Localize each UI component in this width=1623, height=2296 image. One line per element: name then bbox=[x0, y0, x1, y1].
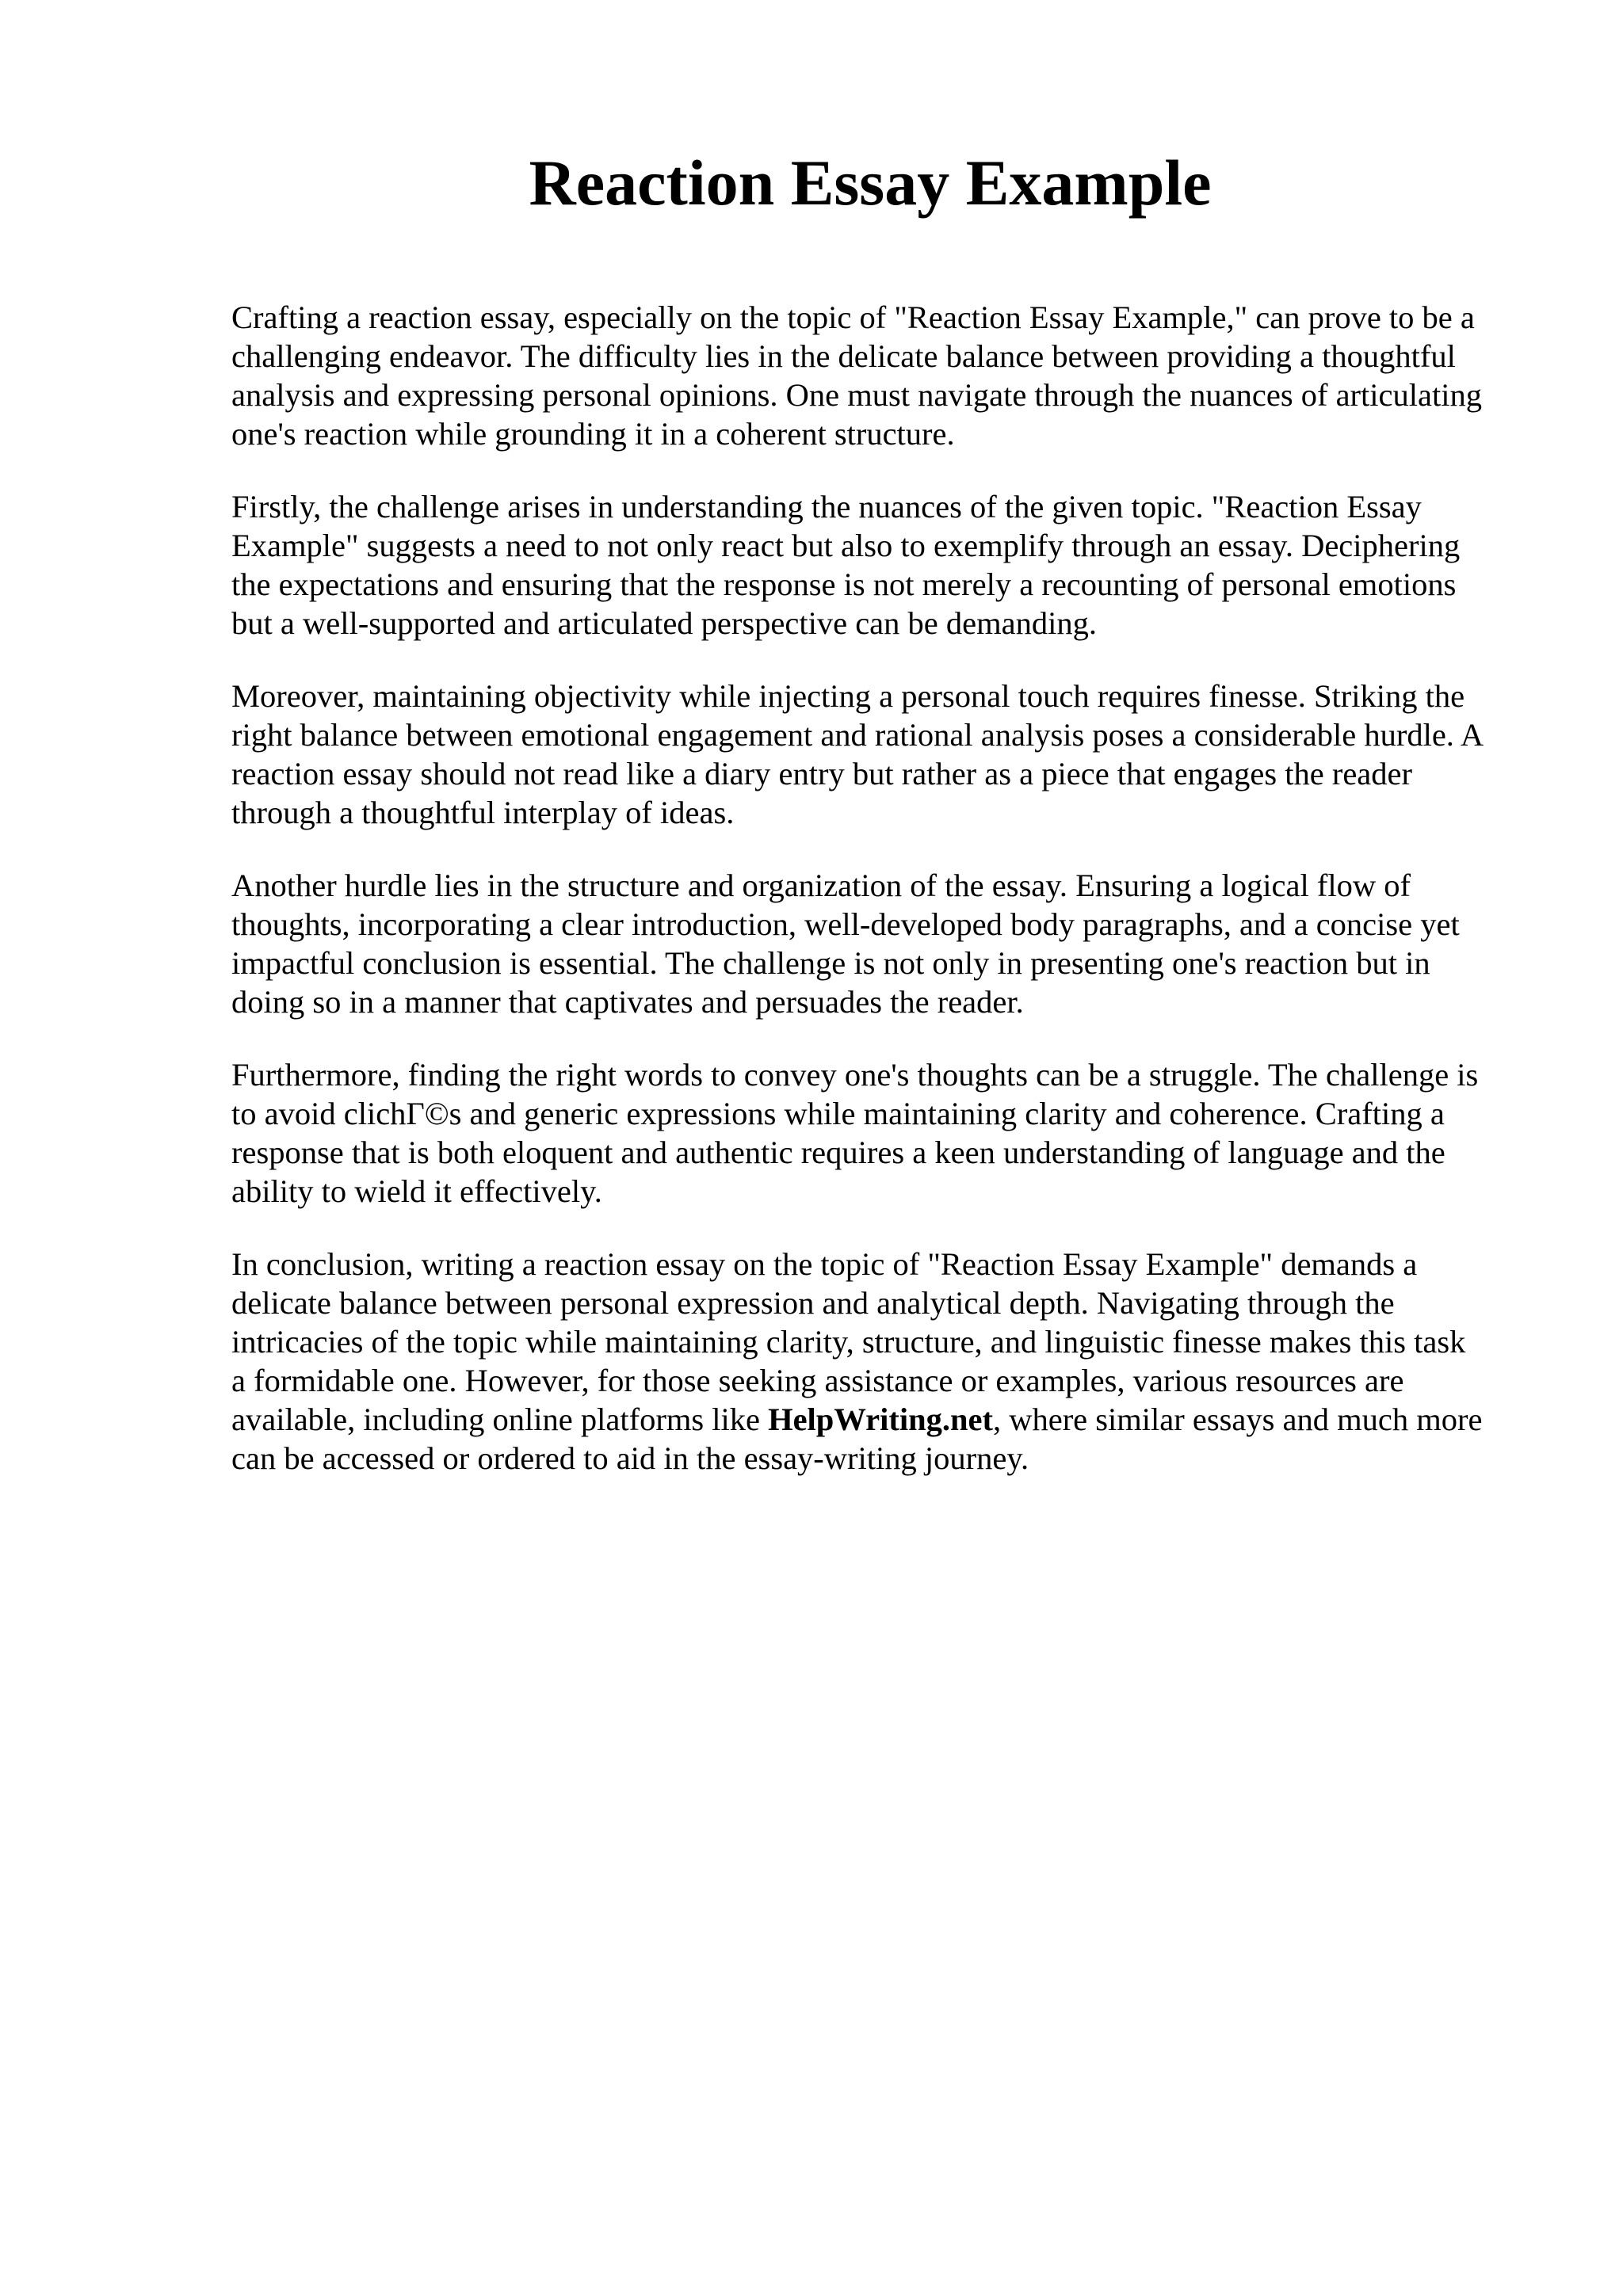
text-line: response that is both eloquent and authentic requires a keen understanding of language and the bbox=[231, 1135, 1445, 1170]
text-line: reaction essay should not read like a diary entry but rather as a piece that engages the reader bbox=[231, 756, 1412, 791]
text-line: delicate balance between personal expression and analytical depth. Navigating through the bbox=[231, 1285, 1395, 1321]
text-line: intricacies of the topic while maintaining clarity, structure, and linguistic finesse makes this task bbox=[231, 1324, 1466, 1360]
text-line: challenging endeavor. The difficulty lies in the delicate balance between providing a thoughtful bbox=[231, 338, 1456, 374]
text-line: one's reaction while grounding it in a coherent structure. bbox=[231, 416, 955, 452]
text-line: Another hurdle lies in the structure and organization of the essay. Ensuring a logical flow of bbox=[231, 868, 1411, 903]
text-segment: available, including online platforms like bbox=[231, 1402, 769, 1437]
paragraph-4 bbox=[231, 866, 1531, 1021]
text-line: Moreover, maintaining objectivity while injecting a personal touch requires finesse. Striking the bbox=[231, 678, 1465, 714]
paragraph-3 bbox=[231, 677, 1531, 832]
text-line: analysis and expressing personal opinions. One must navigate through the nuances of articulating bbox=[231, 377, 1482, 413]
text-line: right balance between emotional engagement and rational analysis poses a considerable hurdle. A bbox=[231, 717, 1484, 753]
text-line: a formidable one. However, for those seeking assistance or examples, various resources are bbox=[231, 1363, 1404, 1398]
text-line: can be accessed or ordered to aid in the essay-writing journey. bbox=[231, 1440, 1029, 1476]
brand-name: HelpWriting.net bbox=[768, 1402, 993, 1437]
paragraph-conclusion bbox=[231, 1245, 1531, 1478]
text-line: through a thoughtful interplay of ideas. bbox=[231, 795, 735, 830]
text-line: Example" suggests a need to not only react but also to exemplify through an essay. Deciphering bbox=[231, 528, 1461, 563]
text-line: Furthermore, finding the right words to convey one's thoughts can be a struggle. The challenge is bbox=[231, 1057, 1479, 1093]
text-line: Firstly, the challenge arises in understanding the nuances of the given topic. "Reaction Essay bbox=[231, 489, 1422, 524]
text-line: impactful conclusion is essential. The challenge is not only in presenting one's reaction but in bbox=[231, 945, 1430, 981]
text-segment: , where similar essays and much more bbox=[992, 1402, 1483, 1437]
text-line: doing so in a manner that captivates and persuades the reader. bbox=[231, 984, 1024, 1020]
document-body bbox=[231, 298, 1531, 1512]
paragraph-5 bbox=[231, 1055, 1531, 1211]
text-line: ability to wield it effectively. bbox=[231, 1173, 602, 1209]
text-line: the expectations and ensuring that the response is not merely a recounting of personal emotions bbox=[231, 566, 1457, 602]
document-title: Reaction Essay Example bbox=[529, 147, 1212, 219]
text-line: thoughts, incorporating a clear introduction, well-developed body paragraphs, and a concise yet bbox=[231, 906, 1460, 942]
paragraph-1 bbox=[231, 298, 1531, 453]
text-line: In conclusion, writing a reaction essay on the topic of "Reaction Essay Example" demands a bbox=[231, 1246, 1418, 1282]
text-line-with-brand bbox=[231, 1400, 1531, 1439]
text-line: to avoid clichΓ©s and generic expressions while maintaining clarity and coherence. Crafting a bbox=[231, 1096, 1445, 1131]
text-line: Crafting a reaction essay, especially on the topic of "Reaction Essay Example," can prove to be a bbox=[231, 299, 1475, 335]
text-line: but a well-supported and articulated perspective can be demanding. bbox=[231, 605, 1097, 641]
paragraph-2 bbox=[231, 487, 1531, 643]
